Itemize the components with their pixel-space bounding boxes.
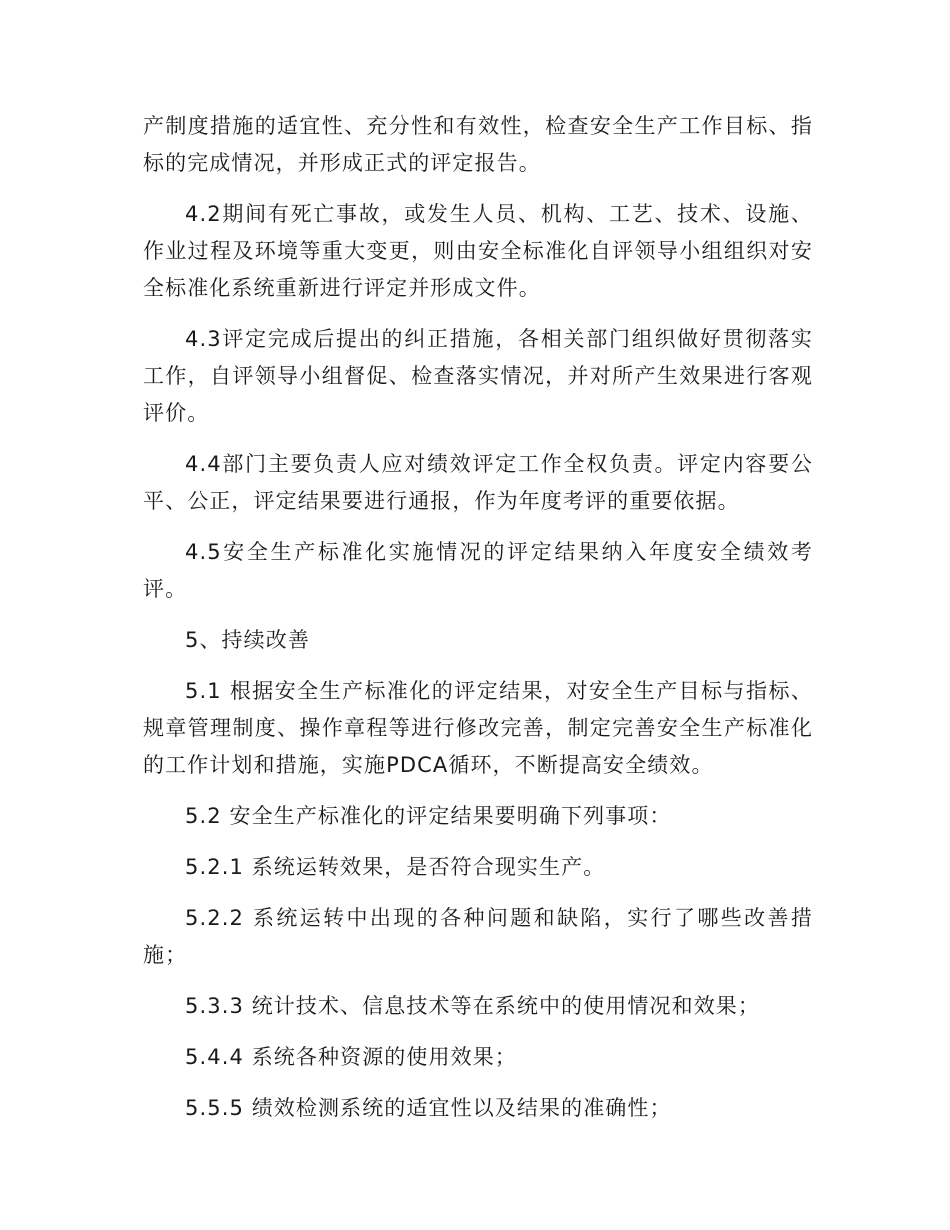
paragraph-5-5-5: 5.5.5 绩效检测系统的适宜性以及结果的准确性； (185, 1096, 672, 1120)
paragraph-4-2: 4.2期间有死亡事故，或发生人员、机构、工艺、技术、设施、作业过程及环境等重大变更，则由安全标准化自评领导小组组织对安全标准化系统重新进行评定并形成文件。 (143, 202, 813, 300)
paragraph-4-4: 4.4部门主要负责人应对绩效评定工作全权负责。评定内容要公平、公正，评定结果要进行通报，作为年度考评的重要依据。 (143, 452, 813, 513)
paragraph-5-2: 5.2 安全生产标准化的评定结果要明确下列事项： (185, 804, 672, 828)
paragraph-5-1: 5.1 根据安全生产标准化的评定结果，对安全生产目标与指标、规章管理制度、操作章程等进行修改完善，制定完善安全生产标准化的工作计划和措施，实施PDCA循环，不断提高安全绩效。 (143, 679, 813, 777)
paragraph-4-5: 4.5安全生产标准化实施情况的评定结果纳入年度安全绩效考评。 (143, 540, 813, 601)
section-heading-5: 5、持续改善 (185, 628, 310, 652)
paragraph-5-3-3: 5.3.3 统计技术、信息技术等在系统中的使用情况和效果； (185, 994, 761, 1018)
paragraph-5-2-2: 5.2.2 系统运转中出现的各种问题和缺陷，实行了哪些改善措施； (143, 906, 813, 967)
document-body (143, 108, 813, 1141)
paragraph-5-2-1: 5.2.1 系统运转效果，是否符合现实生产。 (185, 855, 606, 879)
paragraph-4-3: 4.3评定完成后提出的纠正措施，各相关部门组织做好贯彻落实工作，自评领导小组督促、检查落实情况，并对所产生效果进行客观评价。 (143, 327, 813, 425)
paragraph-continued: 产制度措施的适宜性、充分性和有效性，检查安全生产工作目标、指标的完成情况，并形成正式的评定报告。 (143, 114, 813, 175)
paragraph-5-4-4: 5.4.4 系统各种资源的使用效果； (185, 1045, 517, 1069)
